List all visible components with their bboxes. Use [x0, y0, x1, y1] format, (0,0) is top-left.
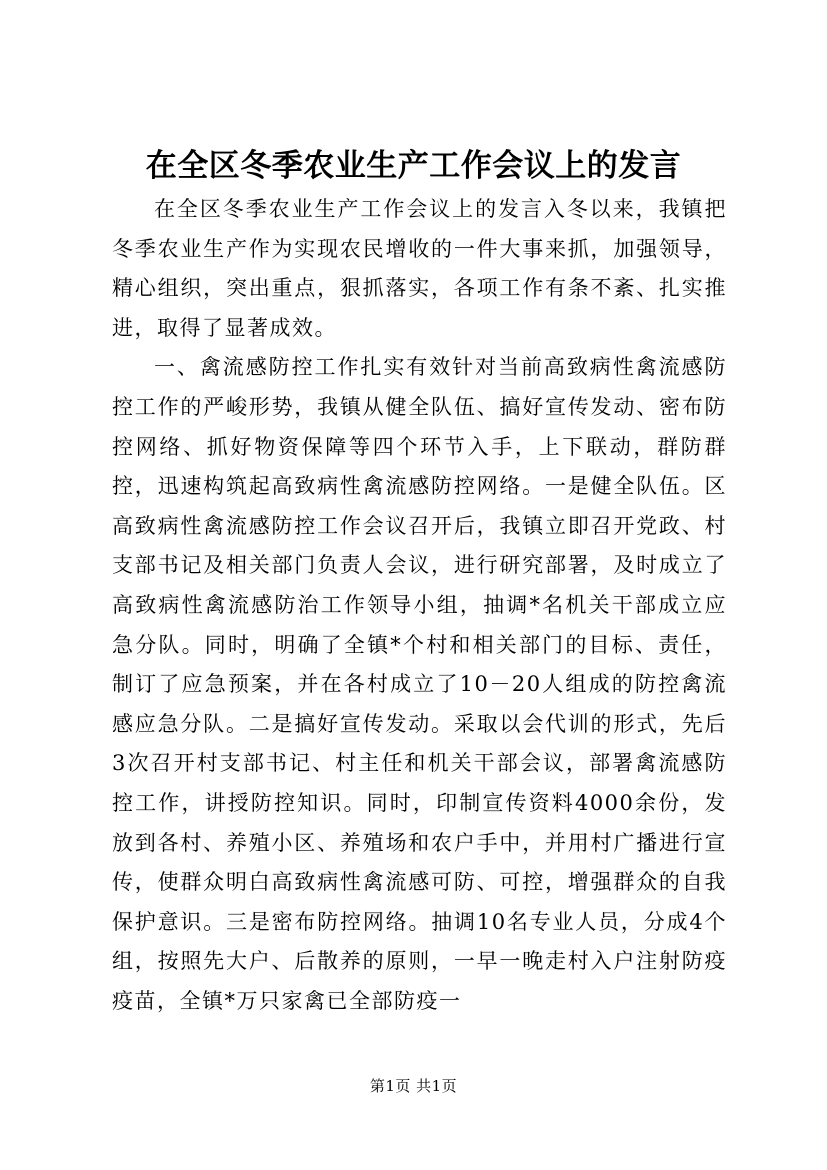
- document-title: 在全区冬季农业生产工作会议上的发言: [145, 148, 682, 184]
- page-footer: 第1页 共1页: [369, 1077, 458, 1095]
- document-body: [112, 190, 727, 1021]
- paragraph-intro: 在全区冬季农业生产工作会议上的发言入冬以来，我镇把冬季农业生产作为实现农民增收的一件大事来抓，加强领导，精心组织，突出重点，狠抓落实，各项工作有条不紊、扎实推进，取得了显著成效。: [112, 197, 727, 340]
- paragraph-section-1: 一、禽流感防控工作扎实有效针对当前高致病性禽流感防控工作的严峻形势，我镇从健全队伍、搞好宣传发动、密布防控网络、抓好物资保障等四个环节入手，上下联动，群防群控，迅速构筑起高致病性禽流感防控网络。一是健全队伍。区高致病性禽流感防控工作会议召开后，我镇立即召开党政、村支部书记及相关部门负责人会议，进行研究部署，及时成立了高致病性禽流感防治工作领导小组，抽调*名机关干部成立应急分队。同时，明确了全镇*个村和相关部门的目标、责任，制订了应急预案，并在各村成立了10－20人组成的防控禽流感应急分队。二是搞好宣传发动。采取以会代训的形式，先后3次召开村支部书记、村主任和机关干部会议，部署禽流感防控工作，讲授防控知识。同时，印制宣传资料4000余份，发放到各村、养殖小区、养殖场和农户手中，并用村广播进行宣传，使群众明白高致病性禽流感可防、可控，增强群众的自我保护意识。三是密布防控网络。抽调10名专业人员，分成4个组，按照先大户、后散养的原则，一早一晚走村入户注射防疫疫苗，全镇*万只家禽已全部防疫一: [112, 355, 727, 1013]
